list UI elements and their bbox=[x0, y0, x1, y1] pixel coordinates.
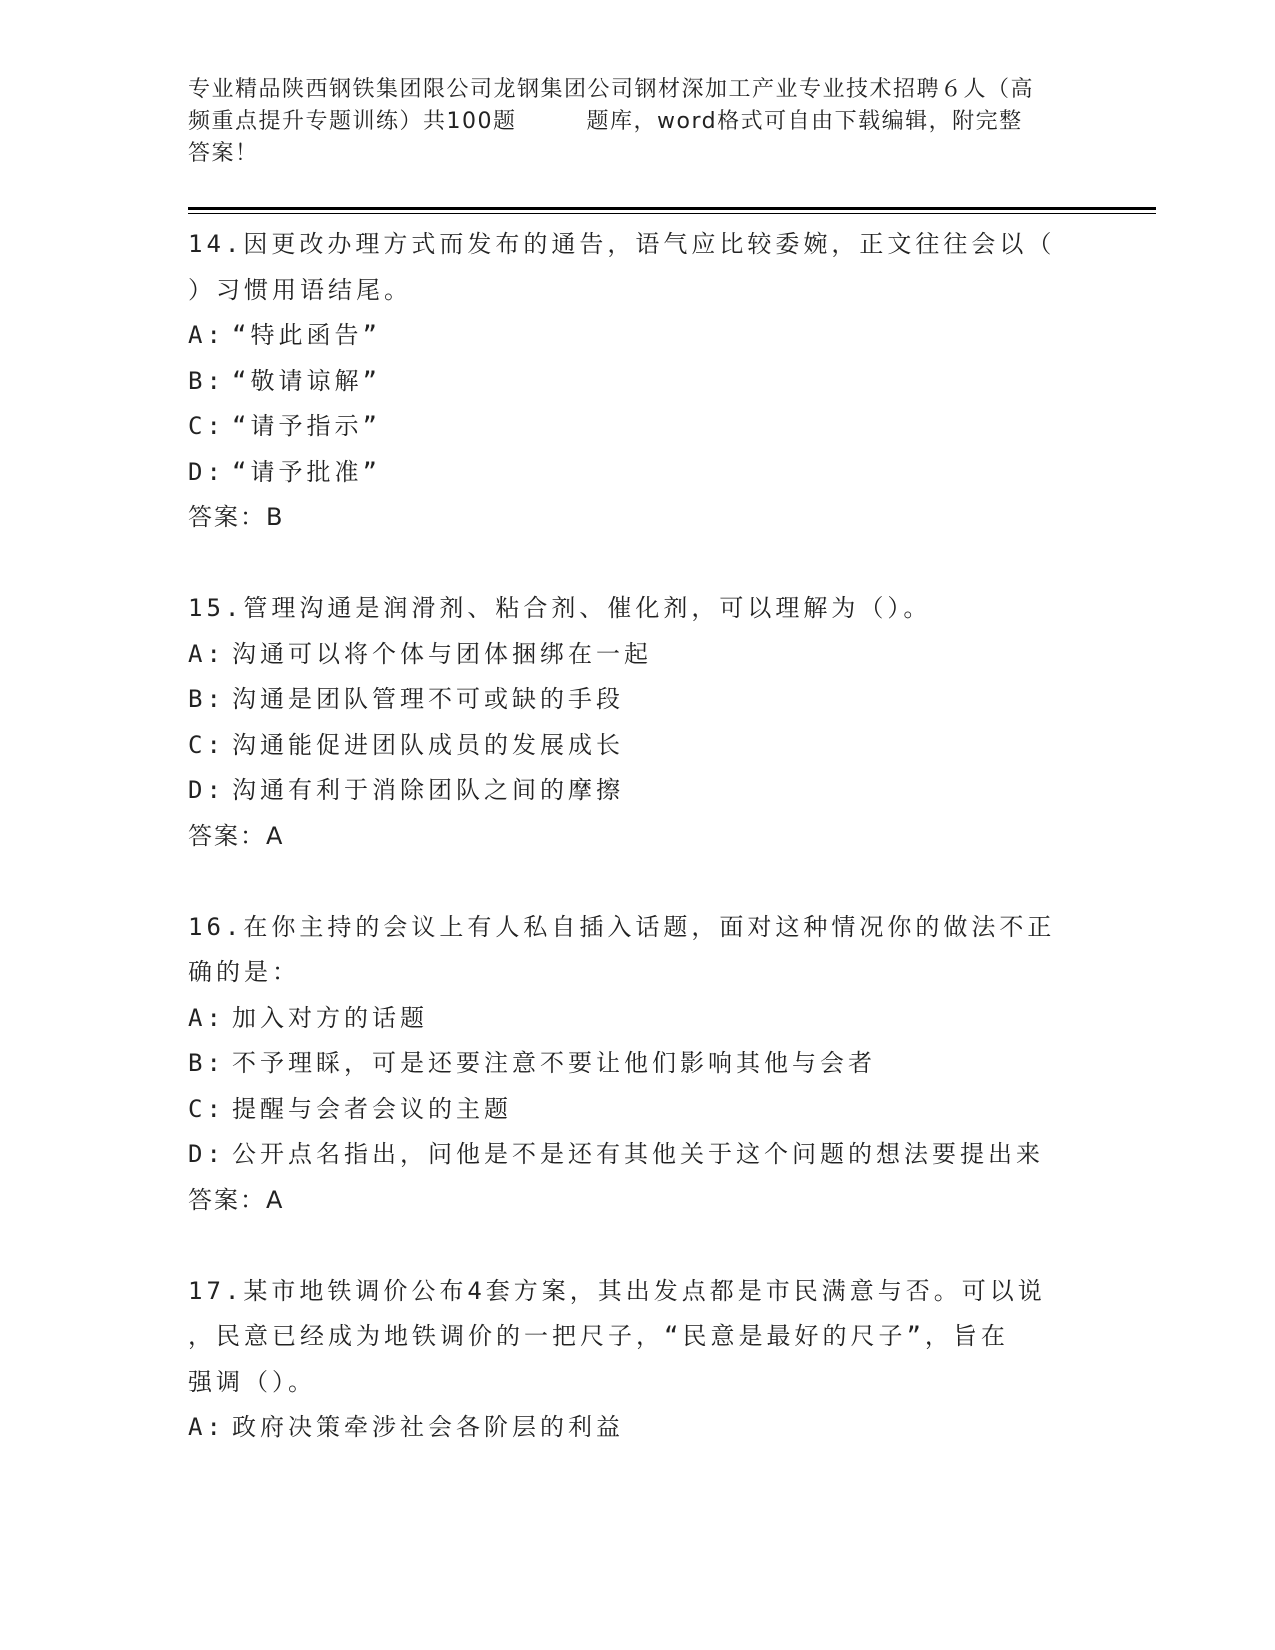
option-text: 沟通能促进团队成员的发展成长 bbox=[232, 730, 624, 759]
header-divider-thick bbox=[188, 207, 1156, 210]
option-key: C: bbox=[188, 412, 225, 440]
option-a bbox=[188, 996, 1088, 1042]
option-d bbox=[188, 450, 1088, 496]
option-key: D: bbox=[188, 776, 225, 804]
option-key: D: bbox=[188, 457, 225, 486]
question-16 bbox=[188, 905, 1088, 1224]
option-text: 政府决策牵涉社会各阶层的利益 bbox=[232, 1413, 624, 1441]
option-b bbox=[188, 359, 1088, 405]
option-text: 沟通是团队管理不可或缺的手段 bbox=[232, 685, 624, 713]
option-text: “请予指示” bbox=[232, 412, 381, 440]
option-text: “请予批准” bbox=[232, 457, 381, 486]
question-spacer bbox=[188, 541, 1088, 587]
answer: 答案：A bbox=[188, 821, 285, 850]
option-key: A: bbox=[188, 639, 225, 668]
question-stem-line: 强调（）。 bbox=[188, 1367, 316, 1396]
option-key: B: bbox=[188, 685, 225, 713]
option-d bbox=[188, 1132, 1088, 1178]
header-line-3: 答案！ bbox=[188, 141, 259, 166]
question-stem-line: 17.某市地铁调价公布4套方案，其出发点都是市民满意与否。可以说 bbox=[188, 1276, 1046, 1305]
question-list bbox=[188, 222, 1088, 1451]
question-14 bbox=[188, 222, 1088, 541]
question-17 bbox=[188, 1269, 1088, 1451]
answer: 答案：B bbox=[188, 503, 285, 531]
option-key: B: bbox=[188, 1049, 225, 1077]
option-key: B: bbox=[188, 366, 225, 395]
header-line-1: 专业精品陕西钢铁集团限公司龙钢集团公司钢材深加工产业专业技术招聘６人（高 bbox=[188, 77, 1035, 102]
option-text: 沟通有利于消除团队之间的摩擦 bbox=[232, 776, 624, 804]
option-a bbox=[188, 632, 1088, 678]
question-stem-line: 15.管理沟通是润滑剂、粘合剂、催化剂，可以理解为（）。 bbox=[188, 594, 932, 622]
option-text: 提醒与会者会议的主题 bbox=[232, 1094, 512, 1123]
question-stem-line: 确的是： bbox=[188, 958, 300, 986]
option-c bbox=[188, 723, 1088, 769]
option-text: 不予理睬，可是还要注意不要让他们影响其他与会者 bbox=[232, 1049, 876, 1077]
option-key: A: bbox=[188, 1413, 225, 1441]
header-line-2 bbox=[188, 106, 1088, 138]
document-header bbox=[188, 74, 1088, 170]
option-a bbox=[188, 313, 1088, 359]
option-text: “敬请谅解” bbox=[232, 366, 381, 395]
option-a bbox=[188, 1405, 1088, 1451]
option-d bbox=[188, 768, 1088, 814]
header-line-2a: 频重点提升专题训练）共100题 bbox=[188, 109, 517, 134]
header-line-2b: 题库，word格式可自由下载编辑，附完整 bbox=[586, 109, 1023, 134]
question-15 bbox=[188, 586, 1088, 859]
option-c bbox=[188, 1087, 1088, 1133]
option-b bbox=[188, 677, 1088, 723]
question-stem-line: 14.因更改办理方式而发布的通告，语气应比较委婉，正文往往会以（ bbox=[188, 230, 1056, 258]
question-stem-line: ）习惯用语结尾。 bbox=[188, 275, 412, 304]
option-text: 加入对方的话题 bbox=[232, 1003, 428, 1032]
option-b bbox=[188, 1041, 1088, 1087]
question-stem-line: ，民意已经成为地铁调价的一把尺子，“民意是最好的尺子”，旨在 bbox=[188, 1322, 1009, 1350]
option-text: 沟通可以将个体与团体捆绑在一起 bbox=[232, 639, 652, 668]
question-spacer bbox=[188, 859, 1088, 905]
option-text: “特此函告” bbox=[232, 321, 381, 349]
option-text: 公开点名指出，问他是不是还有其他关于这个问题的想法要提出来 bbox=[232, 1140, 1044, 1168]
question-stem-line: 16.在你主持的会议上有人私自插入话题，面对这种情况你的做法不正 bbox=[188, 912, 1056, 941]
answer: 答案：A bbox=[188, 1185, 285, 1214]
question-spacer bbox=[188, 1223, 1088, 1269]
header-divider-thin bbox=[188, 213, 1156, 214]
option-key: C: bbox=[188, 730, 225, 759]
option-key: A: bbox=[188, 321, 225, 349]
option-key: D: bbox=[188, 1140, 225, 1168]
option-key: C: bbox=[188, 1094, 225, 1123]
option-c bbox=[188, 404, 1088, 450]
option-key: A: bbox=[188, 1003, 225, 1032]
